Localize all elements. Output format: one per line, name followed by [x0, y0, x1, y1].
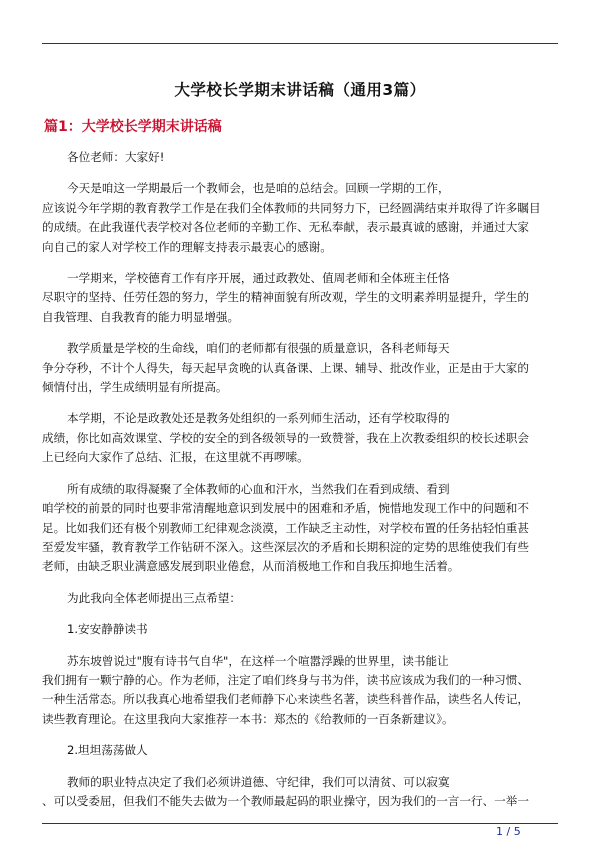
- text-line: 一学期来，学校德育工作有序开展，通过政教处、值周老师和全体班主任恪: [67, 271, 450, 286]
- text-line: 为此我向全体老师提出三点希望：: [67, 590, 241, 605]
- text-line: 各位老师：大家好!: [67, 150, 165, 164]
- text-line: 本学期，不论是政教处还是教务处组织的一系列师生活动，还有学校取得的: [67, 411, 450, 426]
- text-line: 我们拥有一颗宁静的心。作为老师，注定了咱们终身与书为伴，读书应该成为我们的一种习惯、: [42, 672, 529, 687]
- text-line: 应该说今年学期的教育教学工作是在我们全体教师的共同努力下，已经圆满结束并取得了许多瞩目: [42, 200, 541, 215]
- paragraph: [42, 339, 562, 397]
- text-line: 足。比如我们还有极个别教师工纪律观念淡漠，工作缺乏主动性，对学校布置的任务拈轻怕重甚: [42, 520, 529, 535]
- text-line: 尽职守的坚持、任劳任怨的努力，学生的精神面貌有所改观，学生的文明素养明显提升，学生的: [42, 290, 529, 305]
- text-line: 至爱发牢骚，教育教学工作钻研不深入。这些深层次的矛盾和长期积淀的定势的思维使我们有些: [42, 539, 529, 554]
- subheading: [42, 741, 562, 760]
- footer-rule: [42, 823, 558, 824]
- text-line: 今天是咱这一学期最后一个教师会，也是咱的总结会。回顾一学期的工作，: [67, 181, 450, 196]
- paragraph: [42, 179, 562, 257]
- paragraph: [42, 652, 562, 730]
- text-line: 1.安安静静读书: [67, 622, 148, 637]
- text-line: 咱学校的前景的同时也要非常清醒地意识到发展中的困难和矛盾，惋惜地发现工作中的问题和不: [42, 501, 529, 516]
- header-rule: [42, 43, 558, 44]
- text-line: 教师的职业特点决定了我们必须讲道德、守纪律，我们可以清贫、可以寂寞: [67, 774, 450, 789]
- text-line: 苏东坡曾说过"腹有诗书气自华"，在这样一个喧嚣浮躁的世界里，读书能让: [67, 653, 449, 668]
- text-line: 倾情付出，学生成绩明显有所提高。: [42, 380, 228, 395]
- text-line: 的成绩。在此我谨代表学校对各位老师的辛勤工作、无私奉献，表示最真诚的感谢，并通过大家: [42, 220, 529, 235]
- paragraph: [42, 480, 562, 577]
- text-line: 、可以受委屈，但我们不能失去做为一个教师最起码的职业操守，因为我们的一言一行、一举一: [42, 793, 529, 808]
- text-line: 自我管理、自我教育的能力明显增强。: [42, 309, 240, 324]
- paragraph: [42, 269, 562, 327]
- text-line: 成绩，你比如高效课堂、学校的安全的到各级领导的一致赞誉，我在上次教委组织的校长述职会: [42, 430, 529, 445]
- text-line: 向自己的家人对学校工作的理解支持表示最衷心的感谢。: [42, 239, 332, 254]
- text-line: 2.坦坦荡荡做人: [67, 743, 148, 758]
- paragraph: [42, 409, 562, 467]
- section-heading: 篇1：大学校长学期末讲话稿: [44, 119, 222, 135]
- subheading: [42, 620, 562, 639]
- text-line: 上已经向大家作了总结、汇报，在这里就不再啰嗦。: [42, 450, 309, 465]
- text-line: 一种生活常态。所以我真心地希望我们老师静下心来读些名著，读些科普作品，读些名人传记，: [42, 692, 529, 707]
- document-title: 大学校长学期末讲话稿（通用3篇）: [174, 81, 426, 99]
- text-line: 读些教育理论。在这里我向大家推荐一本书：郑杰的《给教师的一百条新建议》。: [42, 711, 454, 726]
- paragraph: [42, 773, 562, 812]
- page-indicator: 1 / 5: [496, 825, 521, 838]
- paragraph: [42, 589, 562, 608]
- paragraph: [42, 148, 562, 167]
- text-line: 所有成绩的取得凝聚了全体教师的心血和汗水，当然我们在看到成绩、看到: [67, 481, 450, 496]
- document-body: [42, 148, 562, 823]
- text-line: 教学质量是学校的生命线，咱们的老师都有很强的质量意识，各科老师每天: [67, 341, 450, 356]
- text-line: 争分夺秒，不计个人得失，每天起早贪晚的认真备课、上课、辅导、批改作业，正是由于大家的: [42, 360, 529, 375]
- text-line: 老师，由缺乏职业满意感发展到职业倦怠，从而消极地工作和自我压抑地生活着。: [42, 559, 460, 574]
